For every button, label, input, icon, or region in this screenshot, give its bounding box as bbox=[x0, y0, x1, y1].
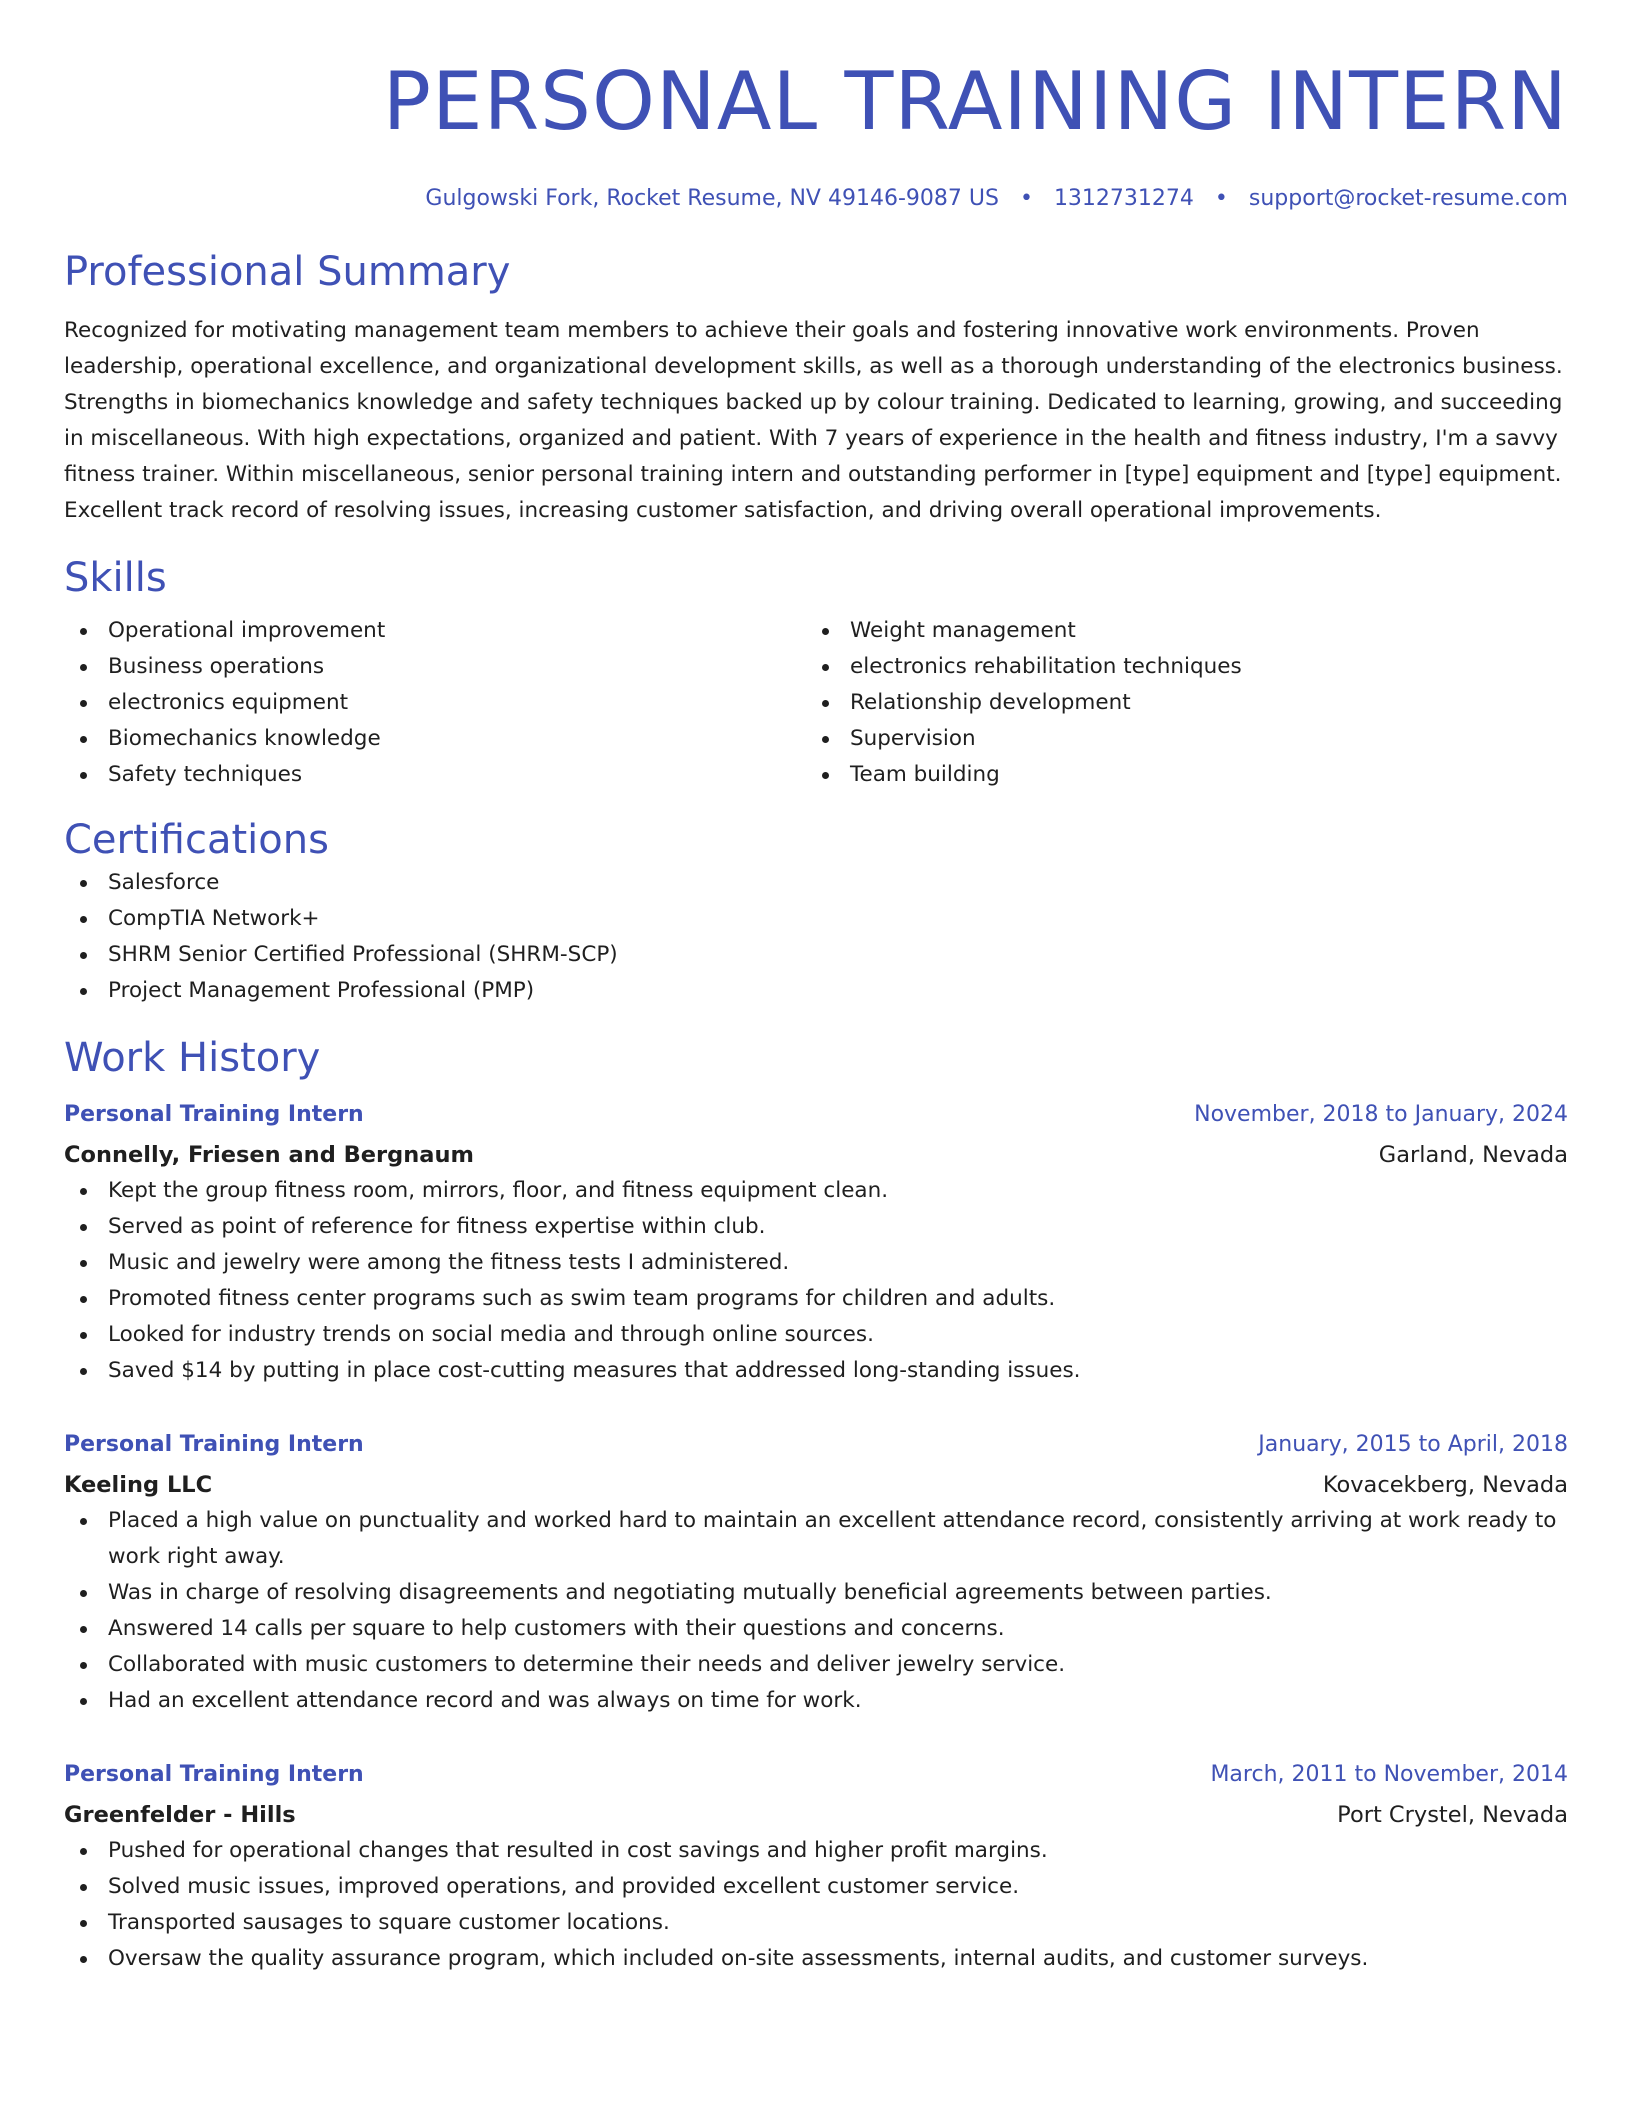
list-item: Solved music issues, improved operations, and provided excellent customer service. bbox=[64, 1869, 1568, 1905]
work-history-heading: Work History bbox=[64, 1035, 321, 1081]
job-header bbox=[64, 1097, 1568, 1133]
list-item: electronics rehabilitation techniques bbox=[806, 649, 1548, 685]
skills-heading: Skills bbox=[64, 555, 167, 601]
list-item: Operational improvement bbox=[64, 613, 806, 649]
job-role: Personal Training Intern bbox=[64, 1762, 364, 1787]
job-subheader bbox=[64, 1137, 1568, 1173]
certifications-list bbox=[64, 865, 1568, 1009]
list-item: Answered 14 calls per square to help customers with their questions and concerns. bbox=[64, 1611, 1568, 1647]
list-item: Saved $14 by putting in place cost-cutting measures that addressed long-standing issues. bbox=[64, 1353, 1568, 1389]
list-item: Promoted fitness center programs such as swim team programs for children and adults. bbox=[64, 1281, 1568, 1317]
resume-page bbox=[64, 0, 1568, 1977]
job-bullets bbox=[64, 1503, 1568, 1719]
list-item: Biomechanics knowledge bbox=[64, 721, 806, 757]
job-bullets bbox=[64, 1833, 1568, 1977]
contact-separator: • bbox=[1019, 186, 1033, 211]
list-item: Project Management Professional (PMP) bbox=[64, 973, 1568, 1009]
job-bullets bbox=[64, 1173, 1568, 1389]
list-item: Relationship development bbox=[806, 685, 1548, 721]
job-location: Kovacekberg, Nevada bbox=[1322, 1472, 1568, 1498]
job-role: Personal Training Intern bbox=[64, 1432, 364, 1457]
list-item: Music and jewelry were among the fitness tests I administered. bbox=[64, 1245, 1568, 1281]
job-company: Connelly, Friesen and Bergnaum bbox=[64, 1142, 474, 1168]
list-item: Collaborated with music customers to determine their needs and deliver jewelry service. bbox=[64, 1647, 1568, 1683]
page-title: PERSONAL TRAINING INTERN bbox=[382, 55, 1568, 148]
list-item: Looked for industry trends on social media and through online sources. bbox=[64, 1317, 1568, 1353]
contact-address: Gulgowski Fork, Rocket Resume, NV 49146-9087 US bbox=[425, 186, 999, 211]
list-item: Oversaw the quality assurance program, which included on-site assessments, internal audits, and customer surveys. bbox=[64, 1941, 1568, 1977]
list-item: Served as point of reference for fitness expertise within club. bbox=[64, 1209, 1568, 1245]
job-dates: November, 2018 to January, 2024 bbox=[1194, 1102, 1568, 1127]
job-subheader bbox=[64, 1467, 1568, 1503]
contact-separator: • bbox=[1214, 186, 1228, 211]
list-item: Kept the group fitness room, mirrors, floor, and fitness equipment clean. bbox=[64, 1173, 1568, 1209]
contact-line bbox=[64, 184, 1568, 214]
certifications-heading: Certifications bbox=[64, 817, 329, 863]
list-item: Business operations bbox=[64, 649, 806, 685]
list-item: Pushed for operational changes that resulted in cost savings and higher profit margins. bbox=[64, 1833, 1568, 1869]
job-dates: March, 2011 to November, 2014 bbox=[1210, 1762, 1568, 1787]
job-entry bbox=[64, 1427, 1568, 1719]
list-item: electronics equipment bbox=[64, 685, 806, 721]
job-entry bbox=[64, 1097, 1568, 1389]
job-entry bbox=[64, 1757, 1568, 1977]
summary-heading: Professional Summary bbox=[64, 249, 511, 295]
skills-list-right bbox=[806, 613, 1548, 793]
list-item: Safety techniques bbox=[64, 757, 806, 793]
list-item: Placed a high value on punctuality and worked hard to maintain an excellent attendance record, consistently arriving at work ready to work right away. bbox=[64, 1503, 1568, 1575]
job-location: Port Crystel, Nevada bbox=[1337, 1802, 1568, 1828]
summary-text: Recognized for motivating management team members to achieve their goals and fostering innovative work environments. Proven leadership, operational excellence, and organizational development skills, as well as a thorough understanding of the electronics business. Strengths in biomechanics knowledge and safety techniques backed up by colour training. Dedicated to learning, growing, and succeeding in miscellaneous. With high expectations, organized and patient. With 7 years of experience in the health and fitness industry, I'm a savvy fitness trainer. Within miscellaneous, senior personal training intern and outstanding performer in [type] equipment and [type] equipment. Excellent track record of resolving issues, increasing customer satisfaction, and driving overall operational improvements. bbox=[64, 318, 1563, 523]
list-item: Supervision bbox=[806, 721, 1548, 757]
skills-list-left bbox=[64, 613, 806, 793]
job-location: Garland, Nevada bbox=[1378, 1142, 1568, 1168]
skills-grid bbox=[64, 613, 1568, 793]
list-item: SHRM Senior Certified Professional (SHRM-SCP) bbox=[64, 937, 1568, 973]
job-company: Greenfelder - Hills bbox=[64, 1802, 296, 1828]
job-header bbox=[64, 1757, 1568, 1793]
job-company: Keeling LLC bbox=[64, 1472, 213, 1498]
list-item: Salesforce bbox=[64, 865, 1568, 901]
job-dates: January, 2015 to April, 2018 bbox=[1258, 1432, 1568, 1457]
list-item: Had an excellent attendance record and was always on time for work. bbox=[64, 1683, 1568, 1719]
job-header bbox=[64, 1427, 1568, 1463]
contact-phone: 1312731274 bbox=[1053, 186, 1194, 211]
list-item: Was in charge of resolving disagreements and negotiating mutually beneficial agreements between parties. bbox=[64, 1575, 1568, 1611]
list-item: Team building bbox=[806, 757, 1548, 793]
list-item: Weight management bbox=[806, 613, 1548, 649]
job-role: Personal Training Intern bbox=[64, 1102, 364, 1127]
list-item: Transported sausages to square customer locations. bbox=[64, 1905, 1568, 1941]
contact-email: support@rocket-resume.com bbox=[1248, 186, 1568, 211]
job-subheader bbox=[64, 1797, 1568, 1833]
list-item: CompTIA Network+ bbox=[64, 901, 1568, 937]
